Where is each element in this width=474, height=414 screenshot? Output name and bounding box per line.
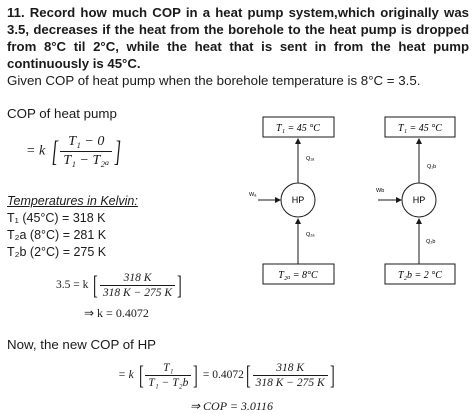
formula-numerator: T₁ − 0 xyxy=(68,134,105,149)
final-bracket-right-1: ] xyxy=(193,360,199,390)
wa-label: Wₐ xyxy=(249,192,257,198)
final-bracket-right-2: ] xyxy=(329,360,335,390)
q1a-label: Q₁ₐ xyxy=(306,156,315,162)
calc-denominator: 318 K − 275 K xyxy=(100,285,175,299)
final-numerator-1: T₁ xyxy=(163,362,174,374)
new-cop-label: Now, the new COP of HP xyxy=(7,337,157,352)
calc-bracket-left: [ xyxy=(93,270,98,300)
hp-label-a: HP xyxy=(291,195,305,205)
final-denominator-2: 318 K − 275 K xyxy=(253,375,328,389)
calc-lhs: 3.5 = k xyxy=(56,279,89,292)
formula-denominator: T₁ − T₂ₐ xyxy=(60,151,112,169)
formula-eq: = k xyxy=(26,143,46,159)
hot-reservoir-b-label: T₁ = 45 °C xyxy=(398,123,442,134)
kelvin-t2a: T₂a (8°C) = 281 K xyxy=(7,228,107,242)
q1b-label: Q₁b xyxy=(427,164,437,170)
given-statement: Given COP of heat pump when the borehole temperature is 8°C = 3.5. xyxy=(7,73,421,88)
cop-label: COP of heat pump xyxy=(7,106,117,121)
final-eq: = k xyxy=(118,369,134,382)
hot-reservoir-a-label: T₁ = 45 °C xyxy=(276,123,320,134)
calc-numerator: 318 K xyxy=(123,272,152,284)
question-text: 11. Record how much COP in a heat pump system,which originally was 3.5, decreases if the heat from the borehole to the heat pump is dropped from 8°C til 2°C, while the heat that is sent in from the heat pump continuously is 45°C. xyxy=(7,5,469,71)
kelvin-heading: Temperatures in Kelvin: xyxy=(7,194,138,208)
q2a-label: Q₂ₐ xyxy=(306,232,315,238)
final-bracket-left-2: [ xyxy=(245,360,251,390)
bracket-left: [ xyxy=(51,134,58,168)
k-result: ⇒ k = 0.4072 xyxy=(84,306,149,320)
final-mid: = 0.4072 xyxy=(202,369,244,382)
wb-label: Wb xyxy=(376,188,385,194)
calc-bracket-right: ] xyxy=(176,270,182,300)
final-denominator-1: T₁ − T₂b xyxy=(145,375,191,389)
hp-label-b: HP xyxy=(412,195,426,205)
diagram-a xyxy=(249,117,334,284)
q2b-label: Q₂b xyxy=(426,239,436,245)
final-bracket-left-1: [ xyxy=(138,360,144,390)
cop-result: ⇒ COP = 3.0116 xyxy=(190,399,274,413)
kelvin-t2b: T₂b (2°C) = 275 K xyxy=(7,245,107,259)
cold-reservoir-a-label: T₂ₐ = 8°C xyxy=(278,270,318,281)
kelvin-t1: T₁ (45°C) = 318 K xyxy=(7,211,106,225)
diagram-b xyxy=(376,117,455,284)
cold-reservoir-b-label: T₂b = 2 °C xyxy=(398,270,442,281)
final-numerator-2: 318 K xyxy=(276,362,305,374)
bracket-right: ] xyxy=(114,134,122,168)
